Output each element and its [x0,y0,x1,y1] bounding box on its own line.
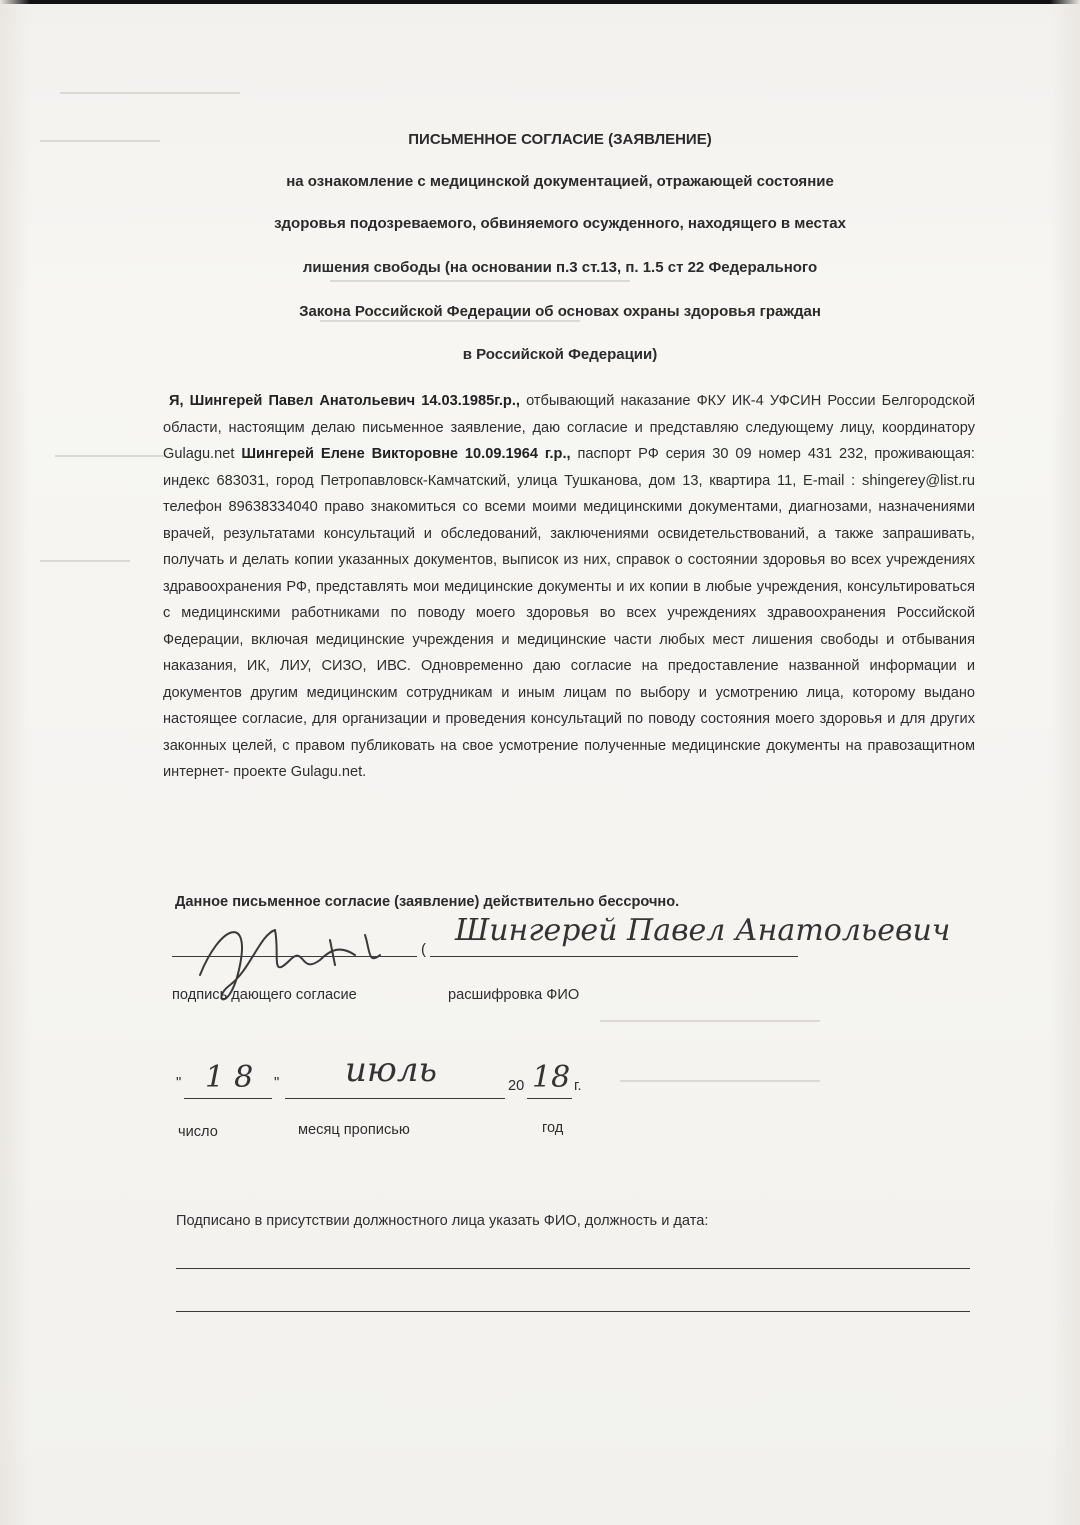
year-caption: год [542,1120,564,1136]
year-unit: г. [574,1078,582,1094]
decryption-line [430,956,798,957]
decryption-caption: расшифровка ФИО [448,987,580,1003]
official-line-1 [176,1268,970,1269]
date-month-handwritten: июль [345,1050,437,1090]
validity-statement: Данное письменное согласие (заявление) действительно бессрочно. [175,894,680,910]
signature-caption: подпись дающего согласие [172,987,357,1003]
bleed-through-mark [620,1080,820,1082]
title-subline: на ознакомление с медицинской документацией, отражающей состояние [286,173,834,190]
statement-text: паспорт РФ серия 30 09 номер 431 232, проживающая: индекс 683031, город Петропавловск-Камчатский, улица Тушканова, дом 13, квартира 11, E-mail : shingerey@list.ru телефон 89638334040 право знакомиться со всеми моими медицинскими документами, диагнозами, назначениями врачей, результатами консультаций и обследований, заключениями освидетельствований, а также запрашивать, получать и делать копии указанных документов, выписок из них, справок о состоянии здоровья во всех учреждениях здравоохранения РФ, представлять мои медицинские документы и их копии в любые учреждения, консультироваться с медицинскими работниками по поводу моего здоровья во всех учреждениях здравоохранения Российской Федерации, включая медицинские учреждения и медицинские части любых мест лишения свободы и отбывания наказания, ИК, ЛИУ, СИЗО, ИВС. Одновременно даю согласие на предоставление названной информации и документов другим медицинским сотрудникам и иным лицам по выбору и усмотрению лица, которому выдано настоящее согласие, для организации и проведения консультаций по поводу состояния моего здоровья и для других законных целей, с правом публиковать на свое усмотрение полученные медицинские документы на правозащитном интернет- проекте Gulagu.net. [163,446,975,780]
top-edge-bar [0,0,1080,4]
date-year-handwritten: 18 [532,1060,571,1095]
close-quote: " [274,1074,280,1091]
official-caption: Подписано в присутствии должностного лица указать ФИО, должность и дата: [176,1213,709,1229]
bleed-through-mark [600,1020,820,1022]
declarant-name: Я, Шингерей Павел Анатольевич 14.03.1985г.р., [169,393,520,409]
title-subline: Закона Российской Федерации об основах охраны здоровья граждан [299,303,821,320]
open-paren: ( [421,941,426,958]
title-subline: здоровья подозреваемого, обвиняемого осужденного, находящего в местах [274,215,846,232]
signature-line [172,956,417,957]
handwritten-name: Шингерей Павел Анатольевич [455,913,951,948]
bleed-through-mark [60,92,240,94]
title-subline: лишения свободы (на основании п.3 ст.13, п. 1.5 ст 22 Федерального [302,259,818,276]
day-line [184,1098,272,1099]
bleed-through-mark [320,320,580,322]
title-subline: в Российской Федерации) [462,346,658,363]
recipient-name: Шингерей Елене Викторовне 10.09.1964 г.р., [241,446,571,462]
statement-text: отбывающий наказание ФКУ ИК-4 УФСИН России Белгородской области, настоящим делаю письменное заявление, даю согласие и представляю следующему лицу, координатору Gulagu.net [163,393,976,462]
year-line [527,1098,572,1099]
bleed-through-mark [55,455,165,457]
open-quote: " [176,1074,182,1091]
date-day-handwritten: 18 [205,1060,264,1095]
document-title: ПИСЬМЕННОЕ СОГЛАСИЕ (ЗАЯВЛЕНИЕ) [408,131,712,148]
day-caption: число [178,1124,218,1140]
bleed-through-mark [40,560,130,562]
bleed-through-mark [330,280,630,282]
month-line [285,1098,505,1099]
year-prefix: 20 [508,1078,525,1094]
month-caption: месяц прописью [298,1122,410,1138]
official-line-2 [176,1311,970,1312]
statement-paragraph [163,388,975,786]
